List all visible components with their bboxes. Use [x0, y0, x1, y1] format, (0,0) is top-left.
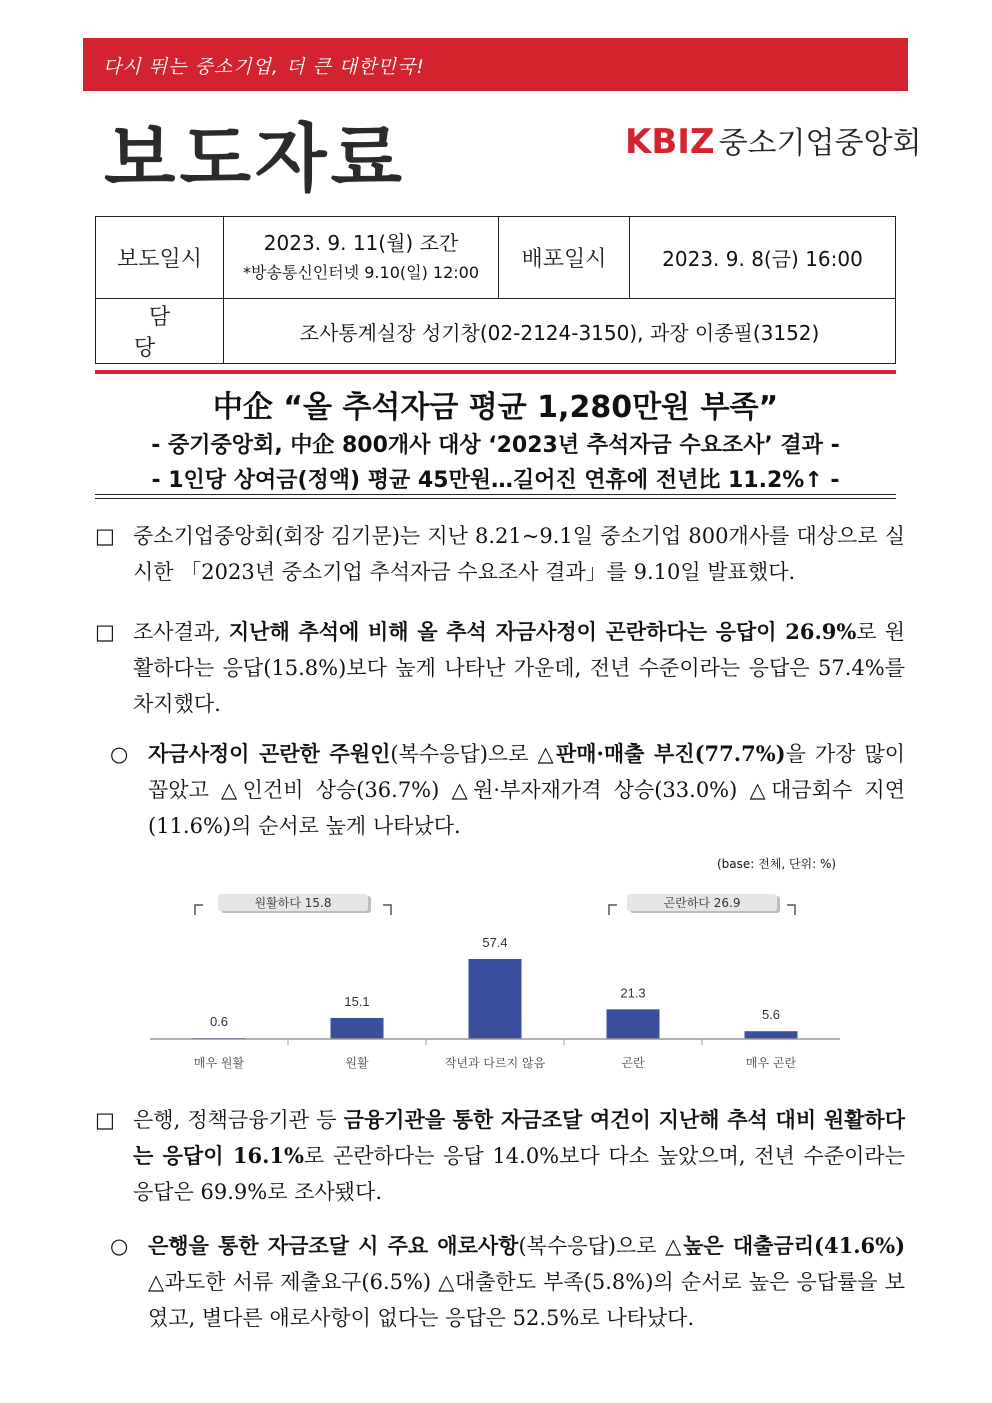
paragraph-3-part-c: 로 곤란하다는 응답 14.0%보다 다소 높았으며, 전년 수준이라는 응답은 69.9%로 조사됐다. [133, 1144, 905, 1204]
double-divider [95, 494, 896, 499]
chart-base-note: (base: 전체, 단위: %) [717, 857, 837, 871]
paragraph-3-highlight: 금융기관을 통한 자금조달 여건이 지난해 추석 대비 원활하다는 응답이 16.1% [133, 1107, 905, 1168]
contact-label: 담 당 [96, 299, 224, 364]
document-title: 보도자료 [104, 116, 406, 202]
circle-bullet-icon: ○ [110, 742, 129, 766]
category-label: 매우 원활 [193, 1056, 245, 1070]
slogan-text: 다시 뛰는 중소기업, 더 큰 대한민국! [103, 56, 425, 78]
bullet-2-highlight-c: △높은 대출금리(41.6%) [665, 1233, 906, 1258]
square-bullet-icon: □ [95, 620, 115, 644]
bullet-2-part-b: (복수응답)으로 [518, 1234, 666, 1258]
category-label: 곤란 [621, 1056, 645, 1070]
paragraph-3 [95, 1102, 905, 1210]
bullet-2 [110, 1228, 905, 1336]
paragraph-3-text [95, 1102, 905, 1210]
bar-1 [331, 1018, 384, 1039]
square-bullet-icon: □ [95, 1108, 115, 1132]
paragraph-1 [95, 518, 905, 590]
report-broadcast-note: *방송통신인터넷 9.10(일) 12:00 [242, 262, 480, 282]
bullet-1-text [110, 736, 905, 844]
category-label: 매우 곤란 [745, 1056, 797, 1070]
bar-value-label: 15.1 [344, 993, 370, 1009]
category-label: 원활 [345, 1056, 369, 1070]
slogan-banner [83, 38, 908, 91]
bullet-2-text [110, 1228, 905, 1336]
red-divider [95, 370, 896, 374]
bar-value-label: 21.3 [620, 985, 646, 1001]
bullet-1-part-d: 을 가장 많이 꼽았고 △인건비 상승(36.7%) △원·부자재가격 상승(33.0%) △대금회수 지연(11.6%)의 순서로 높게 나타났다. [148, 742, 905, 838]
circle-bullet-icon: ○ [110, 1234, 129, 1258]
paragraph-2-part-c: 로 원활하다는 응답(15.8%)보다 높게 나타난 가운데, 전년 수준이라는 응답은 57.4%를 차지했다. [133, 620, 906, 716]
report-date: 2023. 9. 11(월) 조간 [263, 230, 459, 255]
logo-org-name: 중소기업중앙회 [718, 126, 922, 161]
subheadline-1: - 중기중앙회, 中企 800개사 대상 ‘2023년 추석자금 수요조사’ 결과 - [151, 433, 840, 458]
bullet-1-highlight-c: △판매·매출 부진(77.7%) [537, 741, 786, 766]
subheadline-2: - 1인당 상여금(정액) 평균 45만원…길어진 연휴에 전년比 11.2%↑ - [151, 468, 840, 493]
category-label: 작년과 다르지 않음 [444, 1056, 546, 1070]
kbiz-logo [625, 118, 921, 162]
report-date-cell [224, 217, 499, 299]
bullet-2-highlight-a: 은행을 통한 자금조달 시 주요 애로사항 [148, 1233, 519, 1258]
group-label: 원활하다 15.8 [254, 896, 332, 910]
paragraph-2 [95, 614, 905, 722]
bar-2 [469, 959, 522, 1039]
bar-value-label: 57.4 [482, 935, 508, 950]
bullet-2-part-d: △과도한 서류 제출요구(6.5%) △대출한도 부족(5.8%)의 순서로 높은 응답률을 보였고, 별다른 애로사항이 없다는 응답은 52.5%로 나타났다. [148, 1270, 905, 1330]
paragraph-2-part-a: 조사결과, [133, 620, 229, 644]
bullet-1-highlight-a: 자금사정이 곤란한 주원인 [148, 741, 391, 766]
bar-value-label: 0.6 [209, 1014, 229, 1029]
logo-mark: KBIZ [625, 122, 715, 162]
bar-4 [745, 1031, 798, 1039]
contact-value: 조사통계실장 성기창(02-2124-3150), 과장 이종필(3152) [224, 299, 896, 364]
headline: 中企 “올 추석자금 평균 1,280만원 부족” [212, 390, 779, 425]
group-label: 곤란하다 26.9 [663, 896, 741, 910]
paragraph-2-text [95, 614, 905, 722]
bar-value-label: 5.6 [761, 1007, 781, 1023]
paragraph-3-part-a: 은행, 정책금융기관 등 [133, 1108, 344, 1132]
distribution-date-label: 배포일시 [499, 217, 630, 299]
funding-condition-bar-chart [140, 880, 852, 1080]
bullet-1-part-b: (복수응답)으로 [390, 742, 538, 766]
bar-3 [607, 1009, 660, 1039]
paragraph-2-highlight: 지난해 추석에 비해 올 추석 자금사정이 곤란하다는 응답이 26.9% [228, 619, 857, 644]
report-date-label: 보도일시 [96, 217, 224, 299]
square-bullet-icon: □ [95, 524, 115, 548]
paragraph-1-text: 중소기업중앙회(회장 김기문)는 지난 8.21~9.1일 중소기업 800개사를 대상으로 실시한 「2023년 중소기업 추석자금 수요조사 결과」를 9.10일 발표했다. [133, 524, 905, 584]
release-info-table [95, 216, 896, 364]
distribution-date: 2023. 9. 8(금) 16:00 [630, 217, 896, 299]
bullet-1 [110, 736, 905, 844]
